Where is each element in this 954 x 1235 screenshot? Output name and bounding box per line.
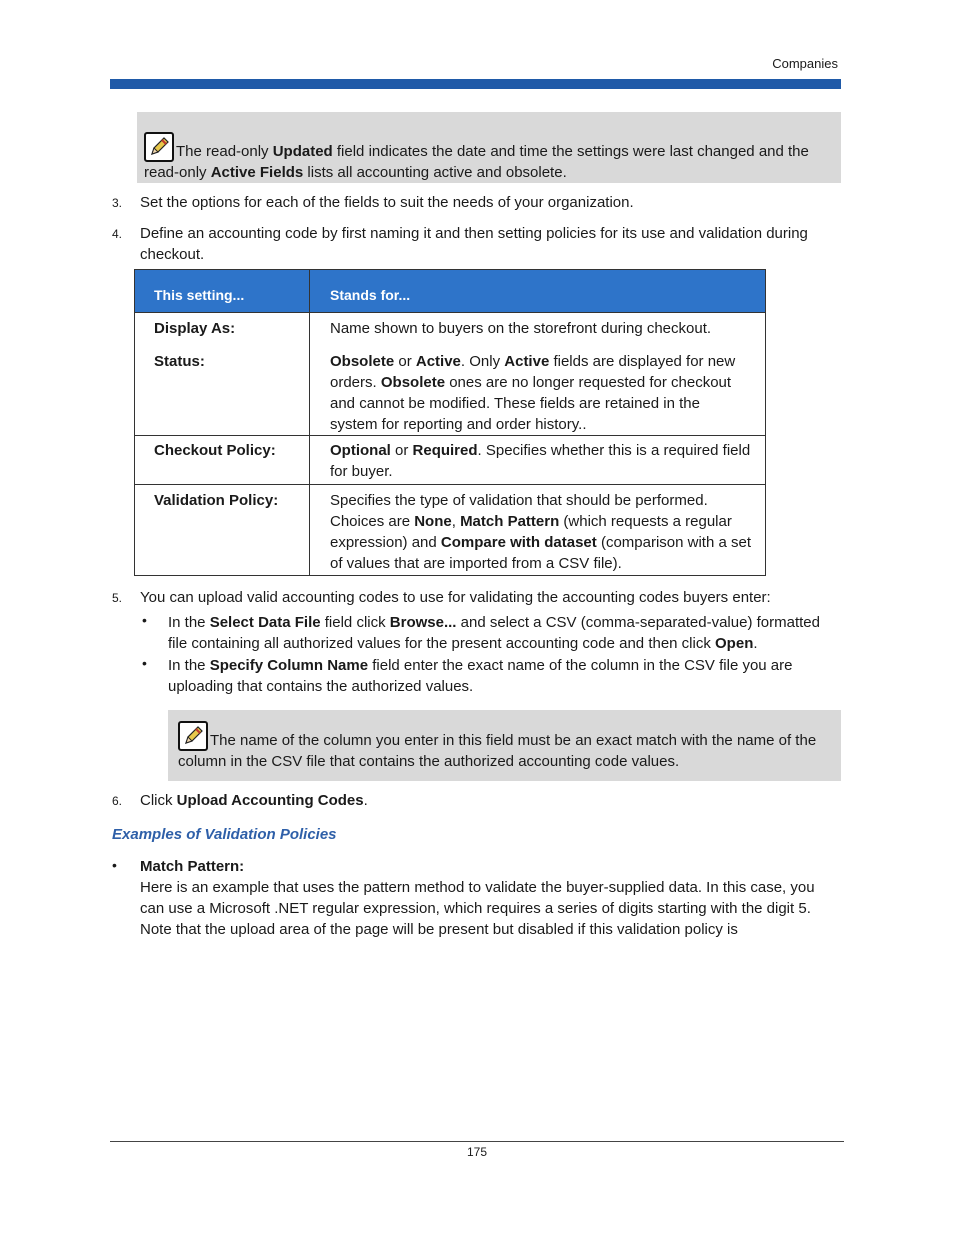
settings-table — [134, 269, 766, 576]
page-number: 175 — [466, 1145, 488, 1159]
step-3-number: 3. — [112, 196, 123, 210]
header-rule — [110, 79, 841, 89]
bullet-marker: • — [142, 655, 147, 671]
table-row-validation — [135, 485, 766, 576]
note-box-updated — [137, 112, 841, 183]
match-pattern-text: Here is an example that uses the pattern method to validate the buyer-supplied data. In this case, you can use a Microsoft .NET regular expression, which requires a series of digits starting with the digit 5. Note that the upload area of the page will be present but disabled if this validation policy is — [140, 879, 815, 938]
note-box-column-name — [168, 710, 841, 781]
bullet-specify-column-name: In the Specify Column Name field enter the exact name of the column in the CSV file you are uploading that contains the authorized values. — [168, 657, 793, 695]
step-4-text: Define an accounting code by first naming it and then setting policies for its use and validation during checkout. — [140, 225, 808, 263]
note2-text: The name of the column you enter in this field must be an exact match with the name of the column in the CSV file that contains the authorized accounting code values. — [178, 732, 817, 770]
setting-status: Status: — [154, 353, 205, 370]
table-cell-setting — [135, 313, 310, 436]
note1-text: The read-only Updated field indicates the date and time the settings were last changed and the read-only Active Fields lists all accounting active and obsolete. — [144, 143, 809, 181]
step-5-number: 5. — [112, 591, 123, 605]
match-pattern-label: Match Pattern: — [140, 858, 245, 875]
desc-checkout-policy: Optional or Required. Specifies whether this is a required field for buyer. — [310, 436, 766, 485]
step-6-number: 6. — [112, 794, 123, 808]
step-5-text: You can upload valid accounting codes to use for validating the accounting codes buyers enter: — [140, 589, 771, 606]
desc-status: Obsolete or Active. Only Active fields are displayed for new orders. Obsolete ones are no longer requested for checkout and cannot be modified. These fields are retained in the system for reporting and order history.. — [330, 353, 736, 433]
desc-display-as: Name shown to buyers on the storefront during checkout. — [330, 320, 712, 337]
bullet-select-data-file: In the Select Data File field click Browse... and select a CSV (comma-separated-value) formatted file containing all authorized values for the present accounting code and then click Open. — [168, 614, 820, 652]
table-row-checkout — [135, 436, 766, 485]
table-row-display-status — [135, 313, 766, 436]
table-cell-description — [310, 313, 766, 436]
pencil-note-icon — [178, 721, 208, 751]
bullet-marker: • — [112, 857, 117, 873]
bullet-marker: • — [142, 612, 147, 628]
step-4-number: 4. — [112, 227, 123, 241]
setting-validation-policy: Validation Policy: — [135, 485, 310, 576]
table-header-stands-for: Stands for... — [310, 270, 766, 313]
desc-validation-policy: Specifies the type of validation that should be performed. Choices are None, Match Pattern (which requests a regular expression) and Compare with dataset (comparison with a set of values that are imported from a CSV file). — [310, 485, 766, 576]
table-header-setting: This setting... — [135, 270, 310, 313]
step-6-text: Click Upload Accounting Codes. — [140, 792, 368, 809]
table-header-row — [135, 270, 766, 313]
setting-display-as: Display As: — [154, 320, 236, 337]
setting-checkout-policy: Checkout Policy: — [135, 436, 310, 485]
step-3-text: Set the options for each of the fields to suit the needs of your organization. — [140, 194, 634, 211]
match-pattern-example — [140, 856, 840, 940]
pencil-note-icon — [144, 132, 174, 162]
running-header: Companies — [772, 56, 838, 71]
section-heading-examples: Examples of Validation Policies — [112, 826, 337, 843]
footer-rule — [110, 1141, 844, 1142]
